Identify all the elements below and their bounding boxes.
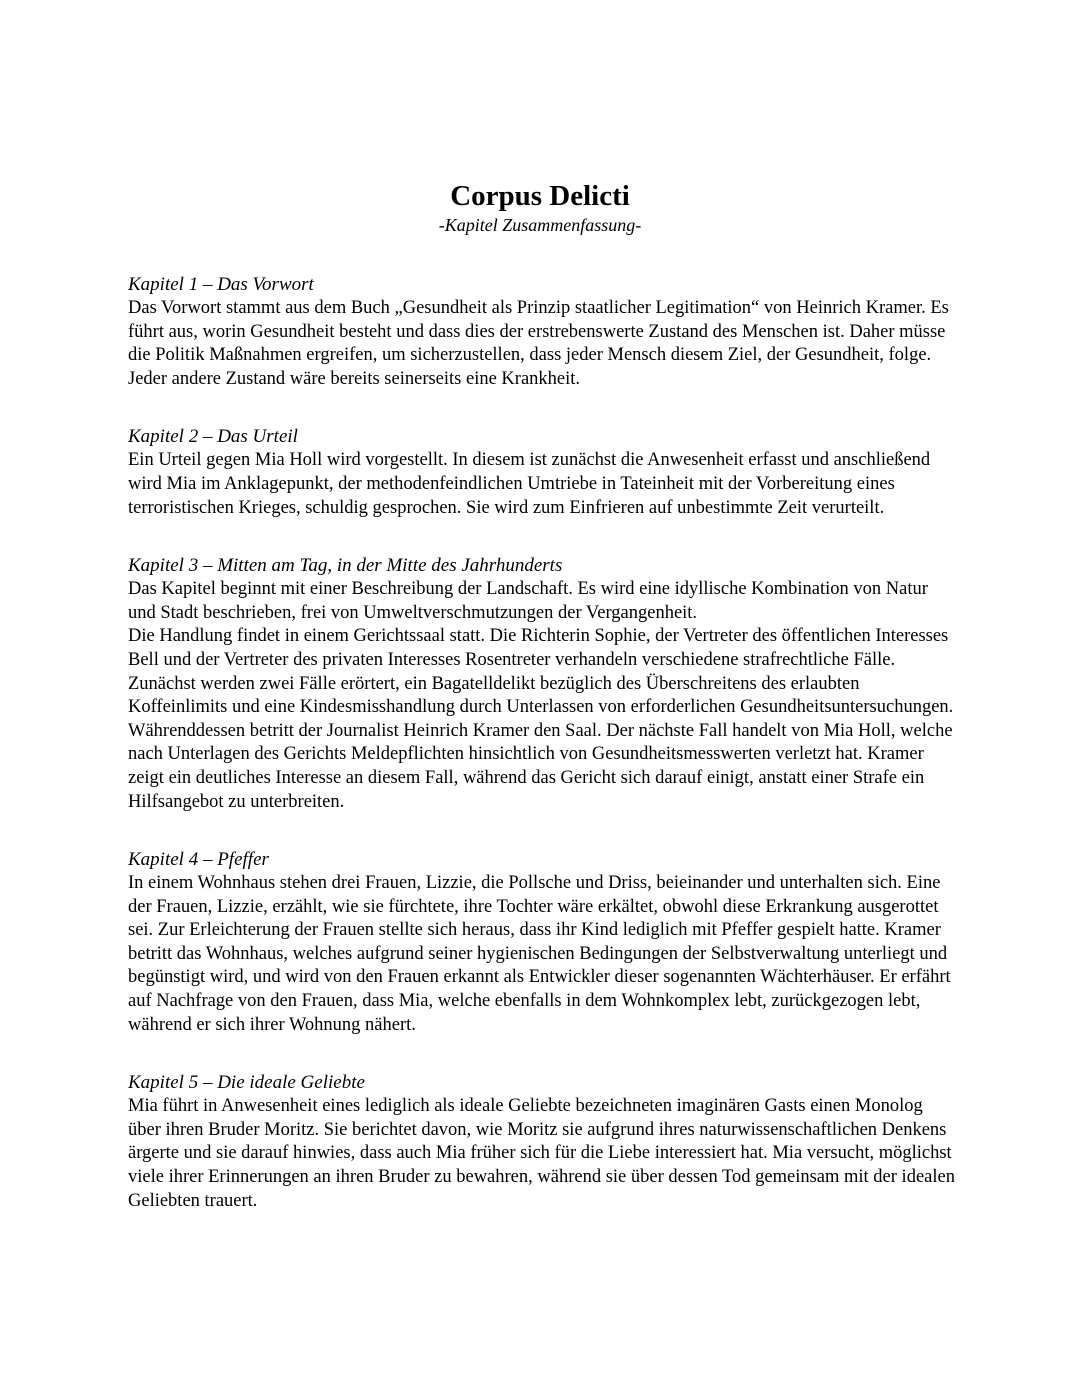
chapter-section-5 [128, 1071, 958, 1213]
chapter-paragraph: Ein Urteil gegen Mia Holl wird vorgestellt. In diesem ist zunächst die Anwesenheit erfasst und anschließend wird Mia im Anklagepunkt, der methodenfeindlichen Umtriebe in Tateinheit mit der Vorbereitung eines terroristischen Krieges, schuldig gesprochen. Sie wird zum Einfrieren auf unbestimmte Zeit verurteilt. [128, 450, 931, 518]
chapter-section-1 [128, 273, 958, 391]
chapter-heading: Kapitel 1 – Das Vorwort [128, 274, 314, 295]
chapter-paragraph: In einem Wohnhaus stehen drei Frauen, Lizzie, die Pollsche und Driss, beieinander und unterhalten sich. Eine der Frauen, Lizzie, erzählt, wie sie fürchtete, ihre Tochter wäre erkältet, obwohl diese Erkrankung ausgerottet sei. Zur Erleichterung der Frauen stellte sich heraus, dass ihr Kind lediglich mit Pfeffer gespielt hatte. Kramer betritt das Wohnhaus, welches aufgrund seiner hygienischen Bedingungen der Selbstverwaltung unterliegt und begünstigt wird, und wird von den Frauen erkannt als Entwickler dieser sogenannten Wächterhäuser. Er erfährt auf Nachfrage von den Frauen, dass Mia, welche ebenfalls in dem Wohnkomplex lebt, zurückgezogen lebt, während er sich ihrer Wohnung nähert. [128, 873, 951, 1035]
document-title: Corpus Delicti [450, 180, 630, 212]
chapter-section-3 [128, 554, 958, 814]
chapter-list [128, 273, 958, 1247]
document-header [0, 178, 1080, 236]
chapter-heading: Kapitel 2 – Das Urteil [128, 426, 298, 448]
chapter-heading: Kapitel 5 – Die ideale Geliebte [128, 1072, 365, 1094]
chapter-paragraph: Die Handlung findet in einem Gerichtssaal statt. Die Richterin Sophie, der Vertreter des öffentlichen Interesses Bell und der Vertreter des privaten Interesses Rosentreter verhandeln verschiedene strafrechtliche Fälle. Zunächst werden zwei Fälle erörtert, ein Bagatelldelikt bezüglich des Überschreitens des erlaubten Koffeinlimits und eine Kindesmisshandlung durch Unterlassen von erforderlichen Gesundheitsuntersuchungen. Währenddessen betritt der Journalist Heinrich Kramer den Saal. Der nächste Fall handelt von Mia Holl, welche nach Unterlagen des Gerichts Meldepflichten hinsichtlich von Gesundheitsmesswerten verletzt hat. Kramer zeigt ein deutliches Interesse an diesem Fall, während das Gericht sich darauf einigt, anstatt einer Strafe ein Hilfsangebot zu unterbreiten. [128, 626, 954, 812]
chapter-section-4 [128, 848, 958, 1037]
document-subtitle: -Kapitel Zusammenfassung- [438, 215, 642, 235]
chapter-paragraph: Das Vorwort stammt aus dem Buch „Gesundheit als Prinzip staatlicher Legitimation“ von Heinrich Kramer. Es führt aus, worin Gesundheit besteht und dass dies der erstrebenswerte Zustand des Menschen ist. Daher müsse die Politik Maßnahmen ergreifen, um sicherzustellen, dass jeder Mensch diesem Ziel, der Gesundheit, folge. Jeder andere Zustand wäre bereits seinerseits eine Krankheit. [128, 298, 949, 389]
chapter-paragraph: Mia führt in Anwesenheit eines lediglich als ideale Geliebte bezeichneten imaginären Gasts einen Monolog über ihren Bruder Moritz. Sie berichtet davon, wie Moritz sie aufgrund ihres naturwissenschaftlichen Denkens ärgerte und sie darauf hinwies, dass auch Mia früher sich für die Liebe interessiert hat. Mia versucht, möglichst viele ihrer Erinnerungen an ihren Bruder zu bewahren, während sie über dessen Tod gemeinsam mit der idealen Geliebten trauert. [128, 1096, 955, 1211]
chapter-section-2 [128, 425, 958, 520]
chapter-heading: Kapitel 4 – Pfeffer [128, 849, 269, 871]
chapter-heading: Kapitel 3 – Mitten am Tag, in der Mitte des Jahrhunderts [128, 555, 563, 577]
chapter-paragraph: Das Kapitel beginnt mit einer Beschreibung der Landschaft. Es wird eine idyllische Kombination von Natur und Stadt beschrieben, frei von Umweltverschmutzungen der Vergangenheit. [128, 579, 928, 623]
